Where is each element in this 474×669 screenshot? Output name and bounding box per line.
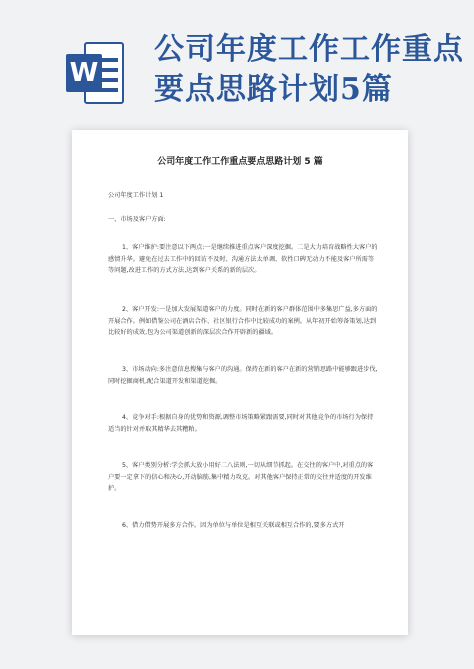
banner-title: 公司年度工作工作重点要点思路计划5篇 [154,32,464,107]
document-subtitle: 公司年度工作计划 1 [108,192,164,199]
word-document-icon [62,40,128,106]
document-title: 公司年度工作工作重点要点思路计划 5 篇 [157,157,323,167]
section-heading: 一、市场及客户方面: [108,216,166,223]
word-letter: W [66,54,102,92]
paragraph: 4、竞争对手:根据自身的优势和资源,调整市场策略紧跟需要,同时对其他竞争的市场行为保持适当的针对并取其精华去其糟粕。 [108,414,374,433]
paragraph: 1、客户维护:要注意以下两点:一是继续推进重点客户深度挖掘。二是大力培育战略性大客户的感情升华。避免在过去工作中的回访不及时、沟通方法太单调、软性口碑无动力不能及客户所需等等问题,改进工作的方式方法,达到客户关系的新的层次。 [108,244,378,274]
document-page [72,130,408,635]
paragraph: 5、客户类别分析:学会抓大放小用好二八法则,一切从细节抓起。在交往的客户中,对重点的客户要一定拿下的信心和决心,开动脑筋,集中精力攻克。对其他客户保持正常的交往并适度的开发维护。 [108,462,374,492]
paragraph: 3、市场动向:多注意信息搜集与客户的沟通。保持在新的客户在新的营销思路中能够跟进步伐,同时挖掘商机,配合渠道开发和渠道挖掘。 [108,366,378,385]
paragraph: 6、借力借势开展多方合作。因为单位与单位是相互关联或相互合作的,要多方式开 [122,522,345,529]
paragraph: 2、客户开发:一是加大发展渠道客户的力度。同时在新的客户群体范围中多集思广益,多方面的开展合作。例如借鉴公司在酒店合作、社区银行合作中比较成功的案例。从年初开始筹备策划,达到比较好的成效,包为公司渠道创新的深层次合作开辟新的疆域。 [108,306,378,336]
banner [0,0,474,120]
